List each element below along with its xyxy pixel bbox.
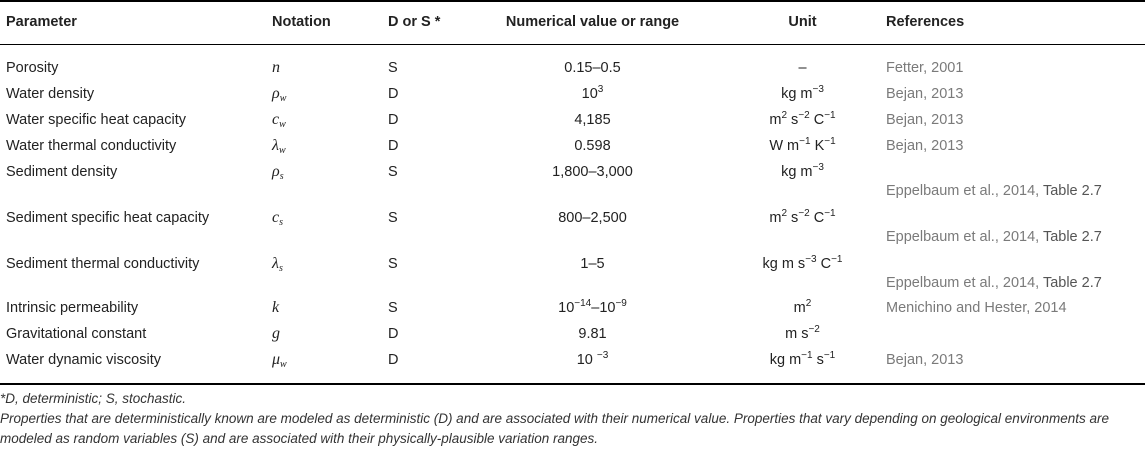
table-row-notation: n	[272, 59, 280, 76]
table-row-value: 10 $^{-3}$	[576, 350, 609, 368]
header-references: References	[886, 14, 965, 30]
table-row-parameter: Water specific heat capacity	[6, 112, 186, 128]
table-row-value: 800–2,500	[558, 210, 627, 226]
table-row-value: 9.81	[578, 326, 607, 342]
table-row-d-or-s: D	[388, 86, 399, 102]
footnote-note: Properties that are deterministically known are modeled as deterministic (D) and are associated with their numerical value. Properties that vary depending on geological environments are modeled as random variables (S) and are associated with their physically-plausible variation ranges.	[0, 411, 1110, 446]
footnote-legend: *D, deterministic; S, stochastic.	[0, 391, 187, 406]
table-row-unit: $m^2$ $s^{-2}$ $C^{-1}$	[769, 208, 836, 226]
table-row-value: 0.15–0.5	[564, 60, 621, 76]
table-row-value: 1,800–3,000	[552, 164, 633, 180]
table-row-parameter: Sediment specific heat capacity	[6, 210, 210, 226]
table-row-notation: k	[272, 299, 280, 316]
header-parameter: Parameter	[6, 14, 77, 30]
table-row-unit: kg $m^{-3}$	[781, 162, 824, 180]
table-row-d-or-s: S	[388, 300, 398, 316]
table-row-reference: Fetter, 2001	[886, 60, 964, 76]
table-row-unit: kg $m^{-1}$ $s^{-1}$	[769, 350, 836, 368]
table-row-value: $10^3$	[581, 84, 604, 102]
table-row-d-or-s: S	[388, 210, 398, 226]
table-row-unit: –	[798, 60, 807, 76]
table-row-parameter: Water thermal conductivity	[6, 138, 177, 154]
table-row-d-or-s: D	[388, 326, 399, 342]
table-row-notation: $c_s$	[272, 209, 284, 228]
table-row-parameter: Intrinsic permeability	[6, 300, 139, 316]
table-row-unit: kg $m^{-3}$	[781, 84, 824, 102]
table-row-reference: Bejan, 2013	[886, 86, 964, 102]
table-row-reference: Bejan, 2013	[886, 352, 964, 368]
table-row-reference: Eppelbaum et al., 2014, Table 2.7	[886, 183, 1102, 199]
table-row-d-or-s: S	[388, 60, 398, 76]
table-top-rule	[0, 0, 1145, 2]
table-row-notation: $c_w$	[272, 111, 286, 130]
table-row-d-or-s: D	[388, 352, 399, 368]
table-row-value: 4,185	[574, 112, 611, 128]
table-row-reference: Eppelbaum et al., 2014, Table 2.7	[886, 229, 1102, 245]
table-row-notation: $\mu_w$	[272, 351, 287, 370]
header-unit: Unit	[788, 14, 817, 30]
table-row-d-or-s: S	[388, 256, 398, 272]
table-row-unit: W $m^{-1}$ $K^{-1}$	[769, 136, 836, 154]
table-row-reference: Eppelbaum et al., 2014, Table 2.7	[886, 275, 1102, 291]
table-row-parameter: Gravitational constant	[6, 326, 147, 342]
table-row-parameter: Sediment thermal conductivity	[6, 256, 200, 272]
table-row-unit: $m^2$ $s^{-2}$ $C^{-1}$	[769, 110, 836, 128]
table-row-parameter: Sediment density	[6, 164, 118, 180]
table-row-value: 1–5	[580, 256, 605, 272]
table-row-reference: Bejan, 2013	[886, 112, 964, 128]
table-row-notation: $\rho_s$	[272, 163, 284, 182]
header-d-or-s: D or S *	[388, 14, 441, 30]
table-header-rule	[0, 44, 1145, 45]
table-row-d-or-s: S	[388, 164, 398, 180]
table-row-parameter: Porosity	[6, 60, 59, 76]
table-row-d-or-s: D	[388, 112, 399, 128]
table-row-value: 0.598	[574, 138, 611, 154]
table-row-parameter: Water dynamic viscosity	[6, 352, 161, 368]
header-notation: Notation	[272, 14, 331, 30]
table-row-notation: $\rho_w$	[272, 85, 287, 104]
table-row-unit: $m^2$	[793, 298, 812, 316]
table-row-reference: Menichino and Hester, 2014	[886, 300, 1067, 316]
table-row-notation: $\lambda_w$	[272, 137, 286, 156]
table-row-parameter: Water density	[6, 86, 95, 102]
table-bottom-rule	[0, 383, 1145, 385]
table-row-reference: Bejan, 2013	[886, 138, 964, 154]
table-row-notation: g	[272, 325, 280, 342]
header-value: Numerical value or range	[505, 14, 680, 30]
table-row-d-or-s: D	[388, 138, 399, 154]
table-row-notation: $\lambda_s$	[272, 255, 283, 274]
table-row-unit: kg m $s^{-3}$ $C^{-1}$	[762, 254, 843, 272]
table-row-value: $10^{-14}-10^{-9}$	[558, 298, 627, 316]
table-row-unit: m $s^{-2}$	[785, 324, 820, 342]
